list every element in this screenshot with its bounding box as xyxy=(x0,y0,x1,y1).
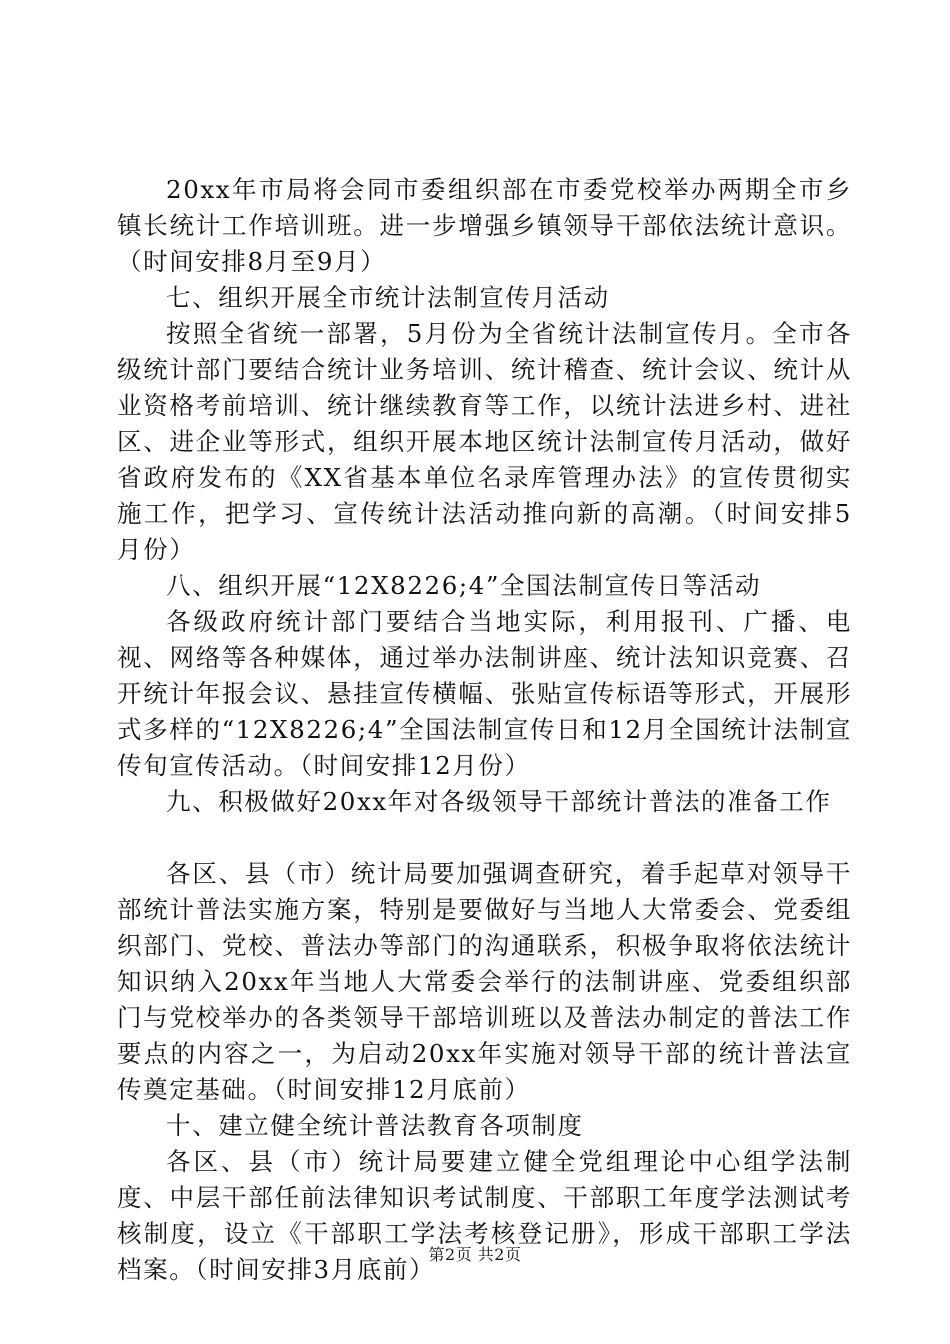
paragraph-leader-preparation: 各区、县（市）统计局要加强调查研究，着手起草对领导干部统计普法实施方案，特别是要做好与当地人大常委会、党委组织部门、党校、普法办等部门的沟通联系，积极争取将依法统计知识纳入20xx年当地人大常委会举行的法制讲座、党委组织部门与党校举办的各类领导干部培训班以及普法办制定的普法工作要点的内容之一，为启动20xx年实施对领导干部的统计普法宣传奠定基础。（时间安排12月底前） xyxy=(117,859,852,1104)
section-heading-9: 九、积极做好20xx年对各级领导干部统计普法的准备工作 xyxy=(166,787,832,816)
section-heading-7: 七、组织开展全市统计法制宣传月活动 xyxy=(166,283,610,312)
paragraph-training: 20xx年市局将会同市委组织部在市委党校举办两期全市乡镇长统计工作培训班。进一步增强乡镇领导干部依法统计意识。（时间安排8月至9月） xyxy=(117,175,852,276)
page-number: 第2页 共2页 xyxy=(428,1245,522,1264)
paragraph-systems: 各区、县（市）统计局要建立健全党组理论中心组学法制度、中层干部任前法律知识考试制度、干部职工年度学法测试考核制度，设立《干部职工学法考核登记册》，形成干部职工学法档案。（时间安排3月底前） xyxy=(117,1147,852,1284)
paragraph-legal-day: 各级政府统计部门要结合当地实际，利用报刊、广播、电视、网络等各种媒体，通过举办法制讲座、统计法知识竞赛、召开统计年报会议、悬挂宣传横幅、张贴宣传标语等形式，开展形式多样的“12X8226;4”全国法制宣传日和12月全国统计法制宣传旬宣传活动。（时间安排12月份） xyxy=(117,607,852,780)
section-heading-10: 十、建立健全统计普法教育各项制度 xyxy=(166,1111,584,1140)
document-body xyxy=(117,172,852,1288)
paragraph-publicity-month: 按照全省统一部署，5月份为全省统计法制宣传月。全市各级统计部门要结合统计业务培训、统计稽查、统计会议、统计从业资格考前培训、统计继续教育等工作，以统计法进乡村、进社区、进企业等形式，组织开展本地区统计法制宣传月活动，做好省政府发布的《XX省基本单位名录库管理办法》的宣传贯彻实施工作，把学习、宣传统计法活动推向新的高潮。（时间安排5月份） xyxy=(117,319,852,564)
section-heading-8: 八、组织开展“12X8226;4”全国法制宣传日等活动 xyxy=(166,571,762,600)
blank-line xyxy=(117,820,852,856)
